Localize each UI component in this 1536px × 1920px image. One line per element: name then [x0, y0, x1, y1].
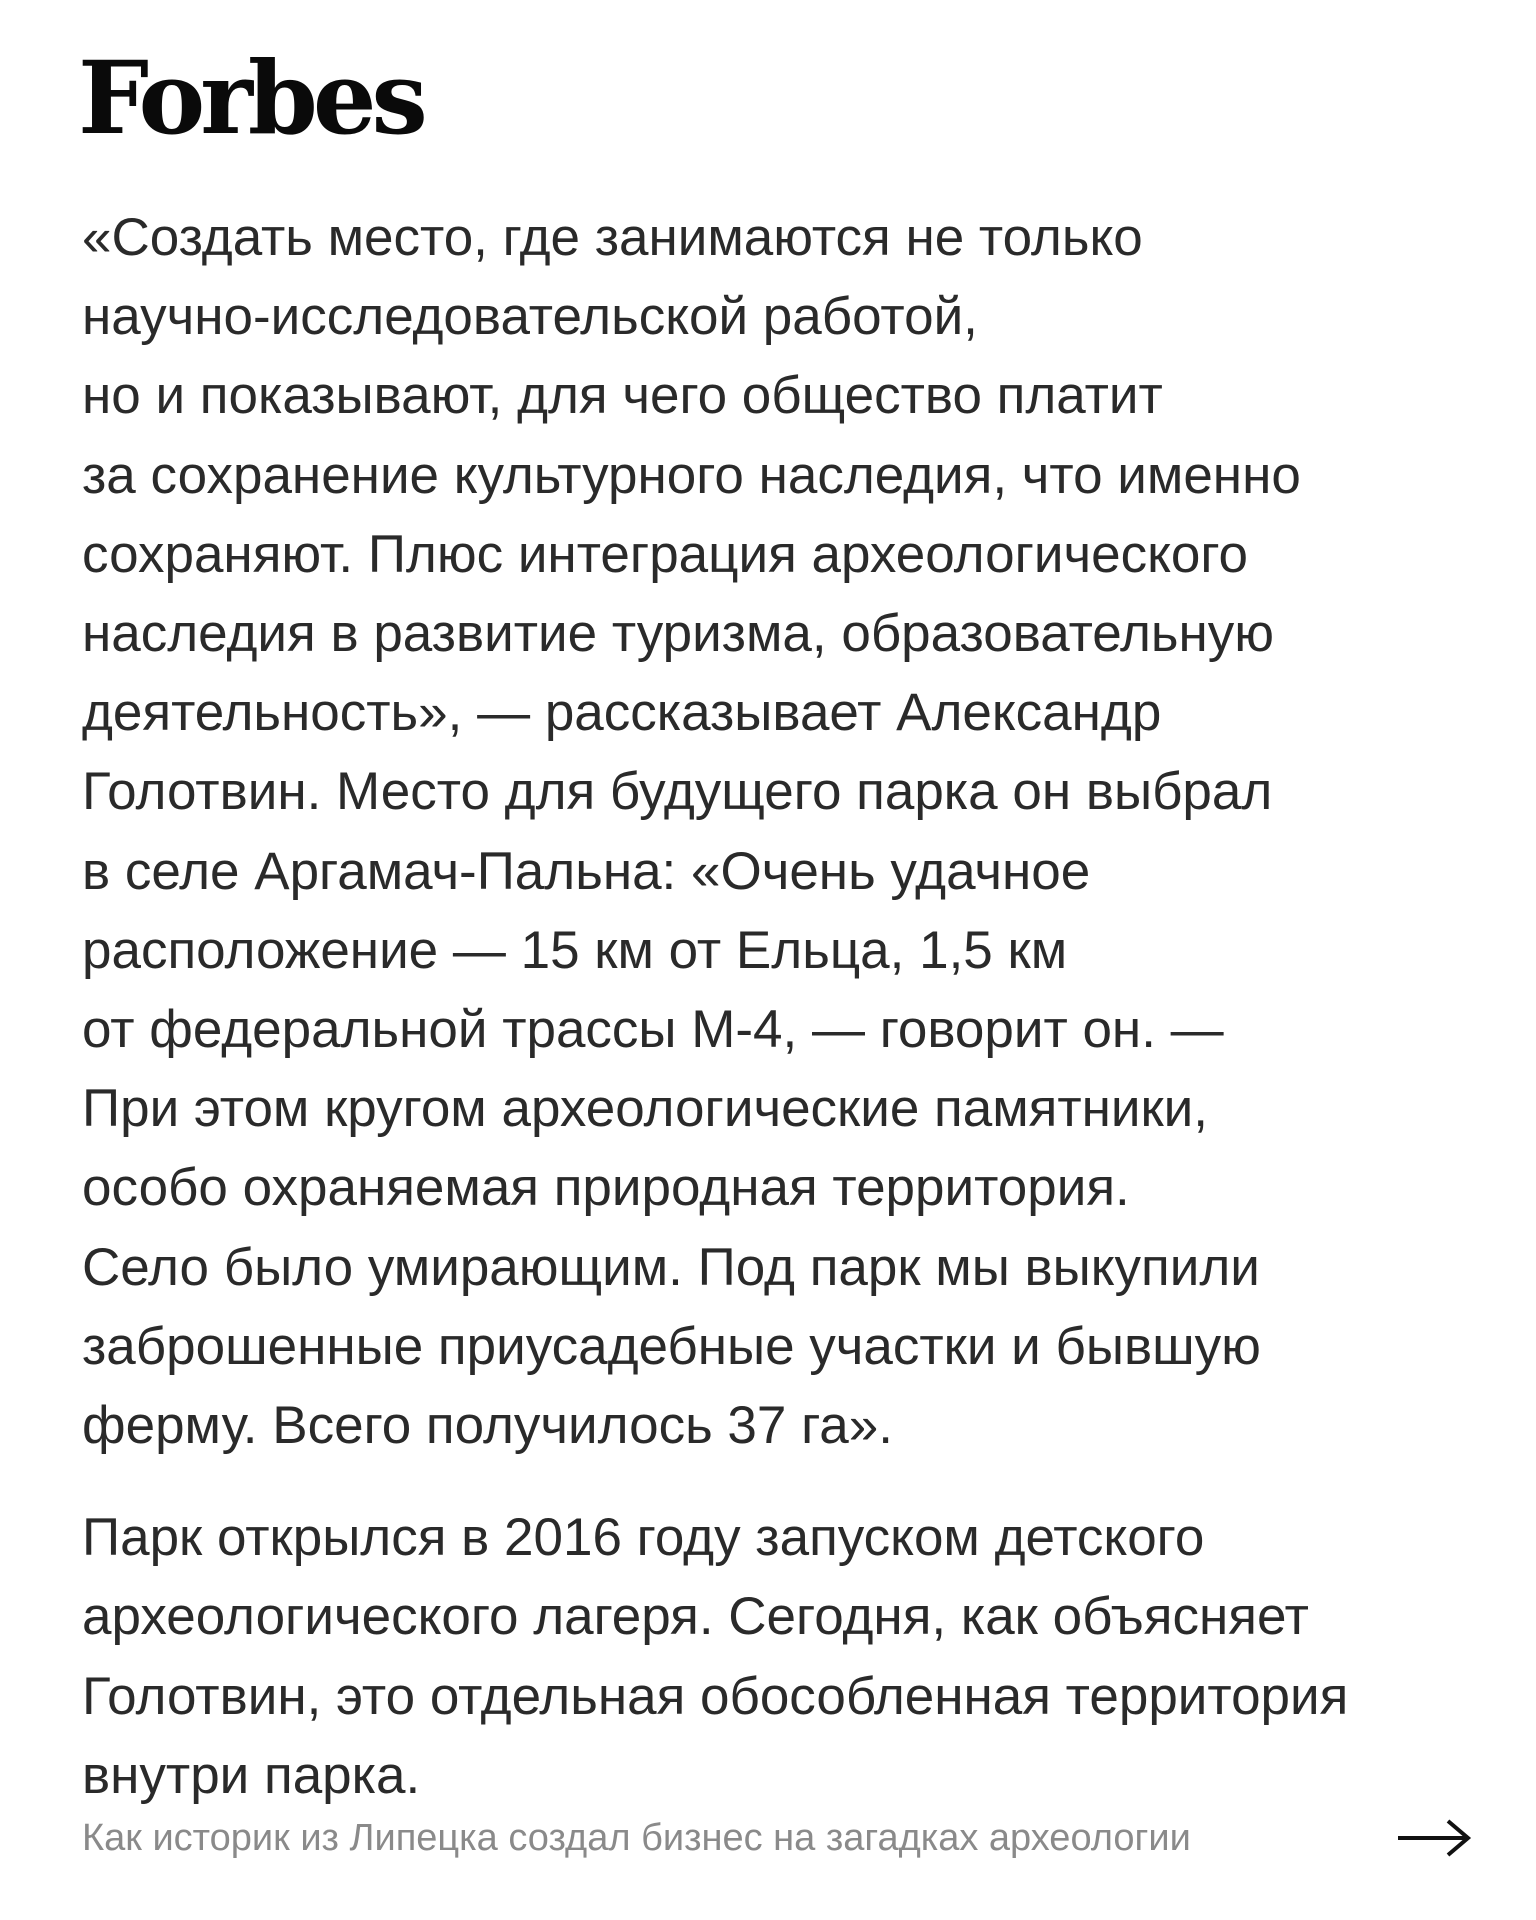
- text-line: наследия в развитие туризма, образовательную: [82, 604, 1275, 664]
- text-line: сохраняют. Плюс интеграция археологического: [82, 524, 1248, 584]
- text-line: внутри парка.: [82, 1745, 421, 1805]
- text-line: Парк открылся в 2016 году запуском детского: [82, 1508, 1205, 1568]
- next-article-title: Как историк из Липецка создал бизнес на загадках археологии: [82, 1816, 1191, 1859]
- text-line: научно-исследовательской работой,: [82, 287, 978, 347]
- paragraph: [82, 1498, 1482, 1815]
- text-line: заброшенные приусадебные участки и бывшую: [82, 1316, 1261, 1376]
- text-line: При этом кругом археологические памятники,: [82, 1079, 1209, 1139]
- next-article-link[interactable]: [82, 1808, 1472, 1868]
- text-line: расположение — 15 км от Ельца, 1,5 км: [82, 920, 1068, 980]
- text-line: за сохранение культурного наследия, что именно: [82, 445, 1301, 505]
- text-line: деятельность», — рассказывает Александр: [82, 683, 1162, 743]
- arrow-right-icon: [1396, 1816, 1472, 1860]
- article-body: [82, 198, 1482, 1815]
- text-line: ферму. Всего получилось 37 га».: [82, 1396, 893, 1456]
- text-line: Село было умирающим. Под парк мы выкупили: [82, 1237, 1260, 1297]
- text-line: особо охраняемая природная территория.: [82, 1158, 1130, 1218]
- text-line: Голотвин. Место для будущего парка он выбрал: [82, 762, 1273, 822]
- text-line: от федеральной трассы М-4, — говорит он. —: [82, 1000, 1224, 1060]
- text-line: в селе Аргамач-Пальна: «Очень удачное: [82, 841, 1091, 901]
- text-line: но и показывают, для чего общество платит: [82, 366, 1163, 426]
- text-line: археологического лагеря. Сегодня, как объясняет: [82, 1587, 1309, 1647]
- forbes-logo: Forbes: [78, 39, 423, 157]
- paragraph: [82, 198, 1482, 1465]
- text-line: Голотвин, это отдельная обособленная территория: [82, 1666, 1349, 1726]
- text-line: «Создать место, где занимаются не только: [82, 208, 1143, 267]
